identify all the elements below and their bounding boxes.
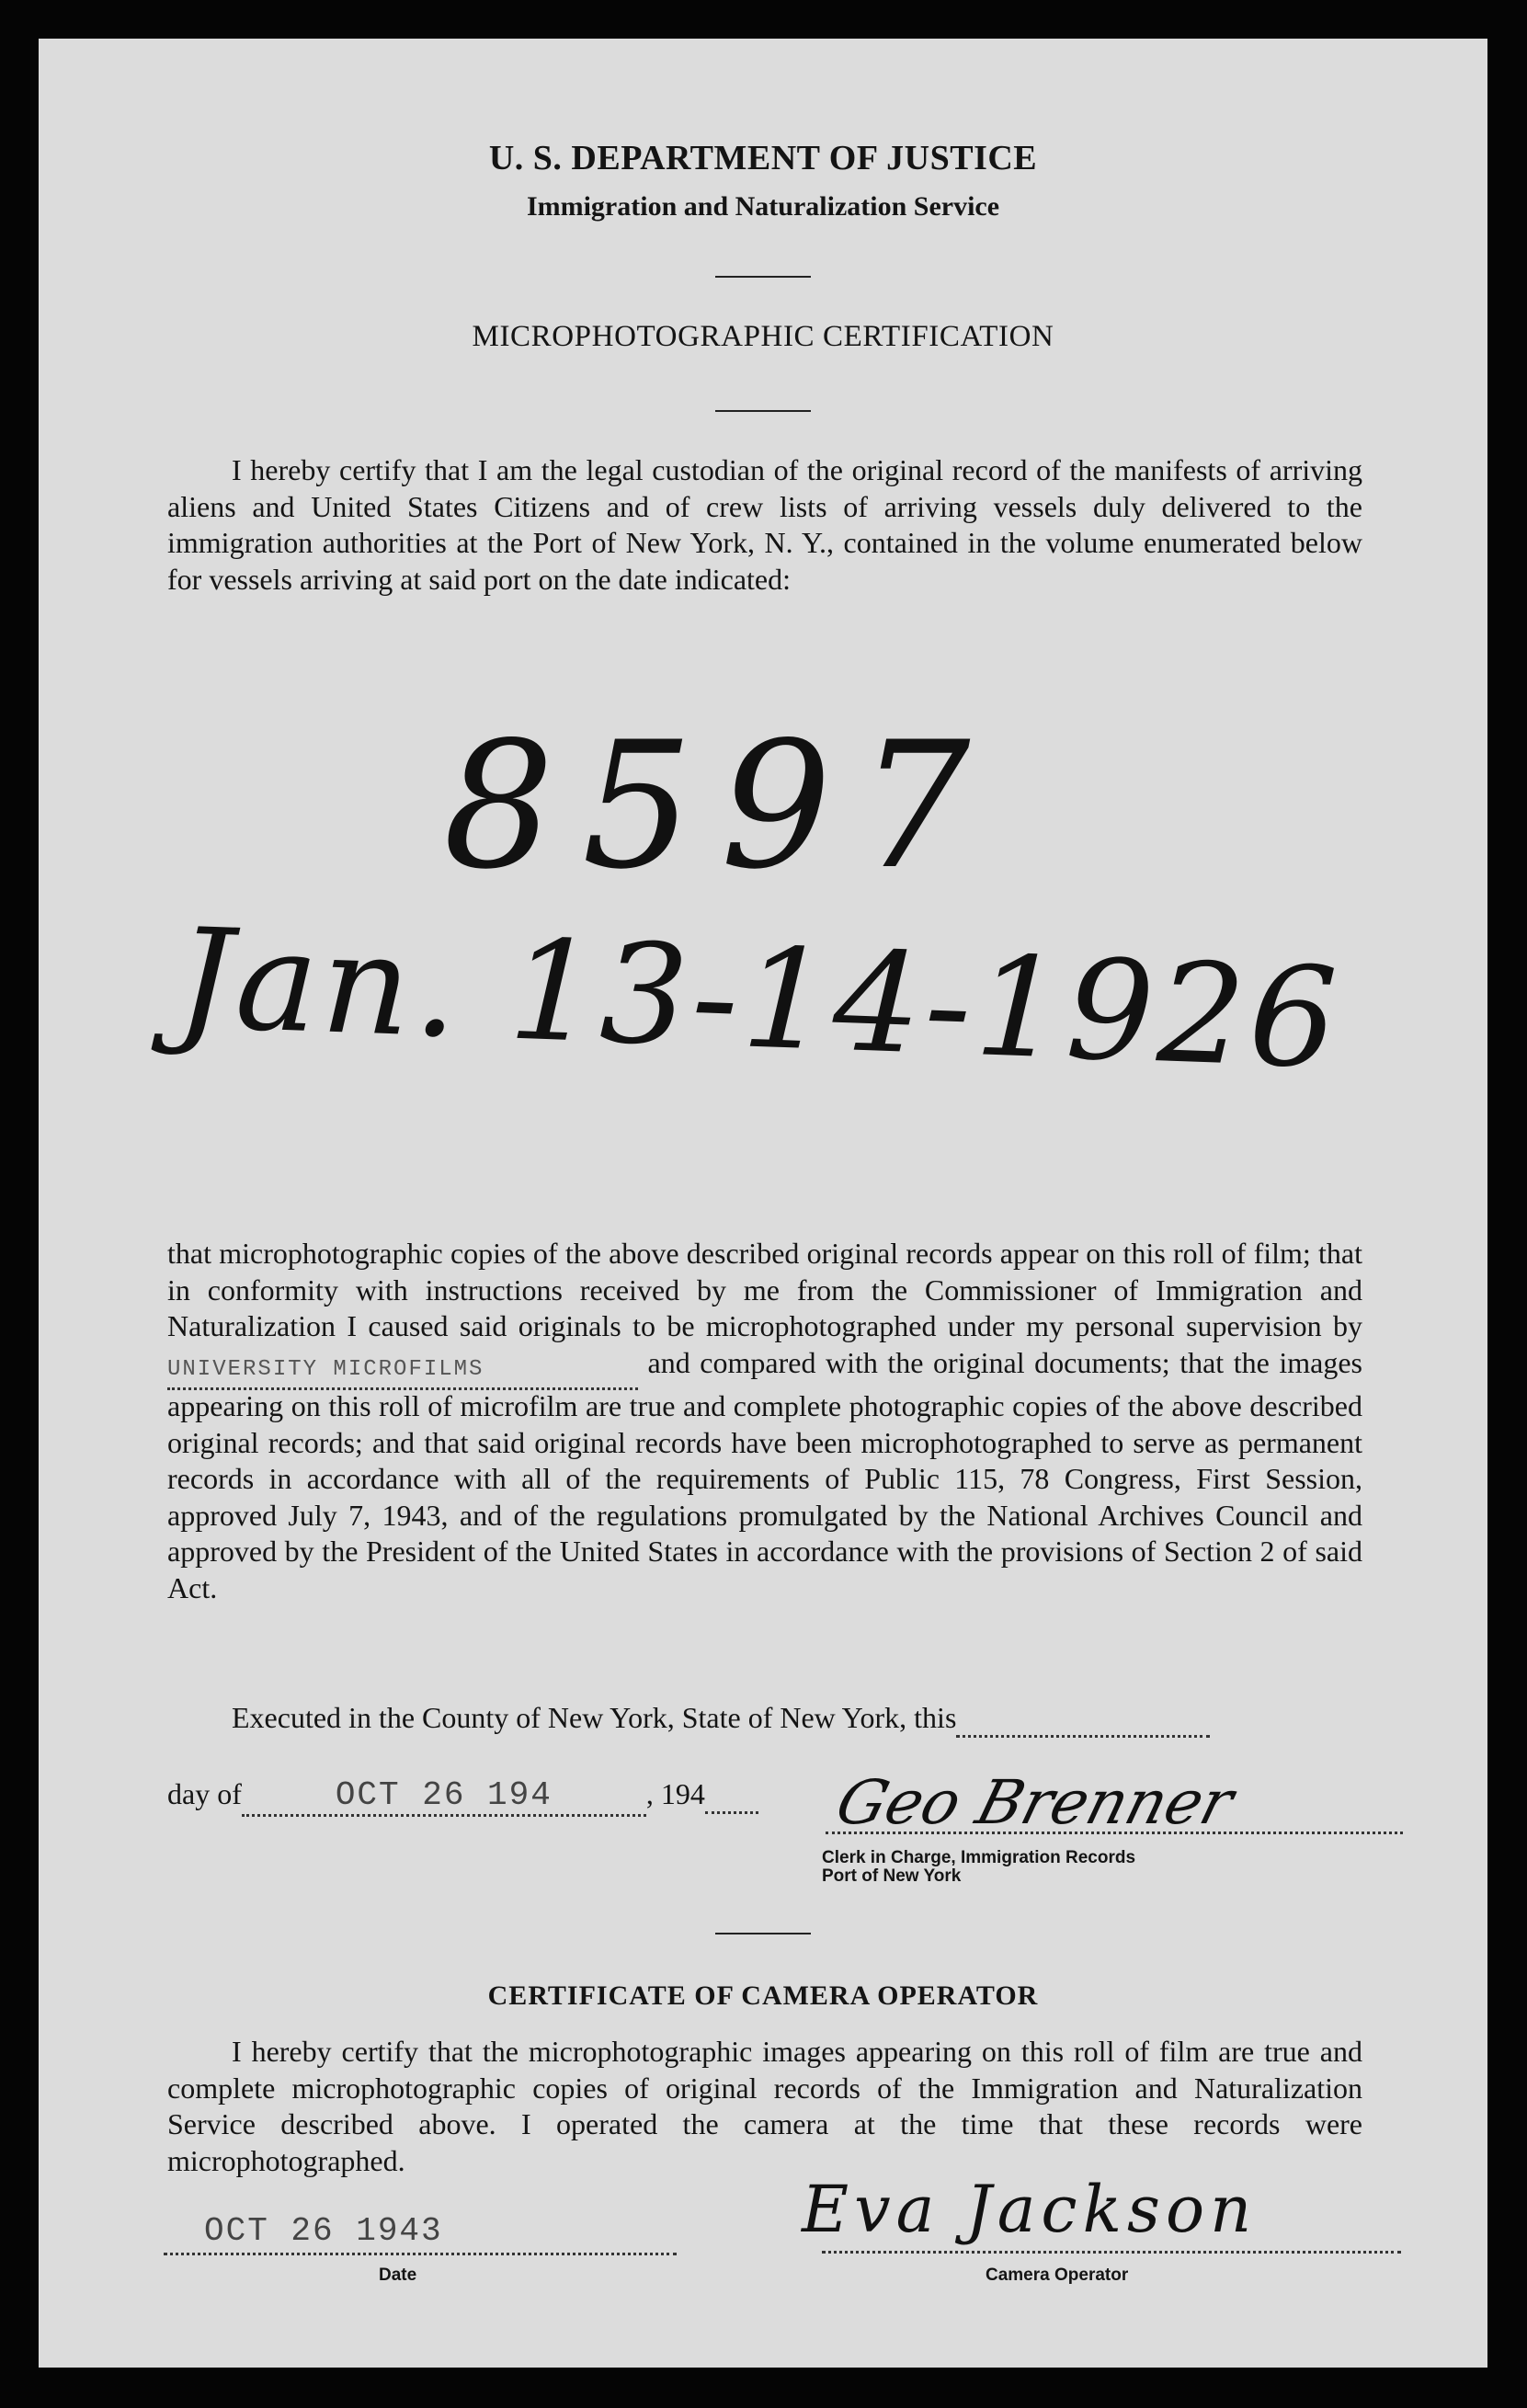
intro-paragraph: I hereby certify that I am the legal custodian of the original record of the manifests of arriving aliens and United States Citizens and of crew lists of arriving vessels duly delivered to the immigration authorities at the Port of New York, N. Y., contained in the volume enumerated below for vessels arriving at said port on the date indicated:: [167, 453, 1362, 596]
camera-stamped-date: OCT 26 1943: [204, 2212, 443, 2250]
clerk-signature: Geo Brenner: [828, 1767, 1241, 1838]
divider-top: [715, 276, 811, 278]
divider-camera: [715, 1933, 811, 1934]
typed-company-name: UNIVERSITY MICROFILMS: [167, 1356, 484, 1382]
day-of-line: [167, 1776, 758, 1817]
camera-paragraph: I hereby certify that the microphotographic images appearing on this roll of film are true and complete microphotographic copies of original records of the Immigration and Naturalization Service described above. I operated the camera at the time that these records were microphotographed.: [167, 2035, 1362, 2177]
camera-certificate-heading: CERTIFICATE OF CAMERA OPERATOR: [487, 1980, 1039, 2011]
year-blank: [705, 1777, 758, 1814]
day-of-blank: [242, 1776, 646, 1817]
executed-day-blank: [956, 1701, 1210, 1738]
company-line: [167, 1347, 638, 1391]
handwritten-volume-number: 8597: [443, 704, 998, 907]
camera-operator-signature: Eva Jackson: [802, 2172, 1258, 2247]
supervision-text: that microphotographic copies of the above described original records appear on this roll of film; that in conformity with instructions received by me from the Commissioner of Immigration and Naturalization I caused said originals to be microphotographed under my personal supervision by: [167, 1237, 1362, 1342]
certification-title: MICROPHOTOGRAPHIC CERTIFICATION: [472, 320, 1054, 353]
executed-line: [232, 1701, 1210, 1738]
handwritten-arrival-date: Jan. 13-14-1926: [174, 898, 1344, 1101]
stamped-execution-date: OCT 26 194: [335, 1776, 553, 1814]
camera-operator-line: [822, 2251, 1401, 2254]
camera-operator-label: Camera Operator: [986, 2265, 1129, 2285]
year-prefix: , 194: [645, 1777, 705, 1810]
comparison-text: and compared with the original documents; that the images appearing on this roll of microfilm are true and complete photographic copies of the above described original records; and that said original records have been microphotographed to serve as permanent records in accordance with all of the requirements of Public 115, 78 Congress, First Session, approved July 7, 1943, and of the regulations promulgated by the National Archives Council and approved by the President of the United States in accordance with the provisions of Section 2 of said Act.: [167, 1345, 1363, 1604]
camera-date-line: [164, 2208, 677, 2255]
divider-second: [715, 410, 811, 412]
clerk-title-2: Port of New York: [822, 1866, 962, 1886]
executed-text: Executed in the County of New York, State of New York, this: [232, 1701, 957, 1734]
camera-date-label: Date: [379, 2265, 417, 2285]
supervision-paragraph: [167, 1236, 1362, 1606]
department-heading: U. S. DEPARTMENT OF JUSTICE: [488, 139, 1038, 177]
day-of-label: day of: [167, 1777, 242, 1810]
clerk-signature-line: [826, 1832, 1403, 1834]
clerk-title-1: Clerk in Charge, Immigration Records: [822, 1848, 1136, 1867]
certificate-page: [39, 39, 1487, 2368]
service-subheading: Immigration and Naturalization Service: [526, 191, 1000, 222]
